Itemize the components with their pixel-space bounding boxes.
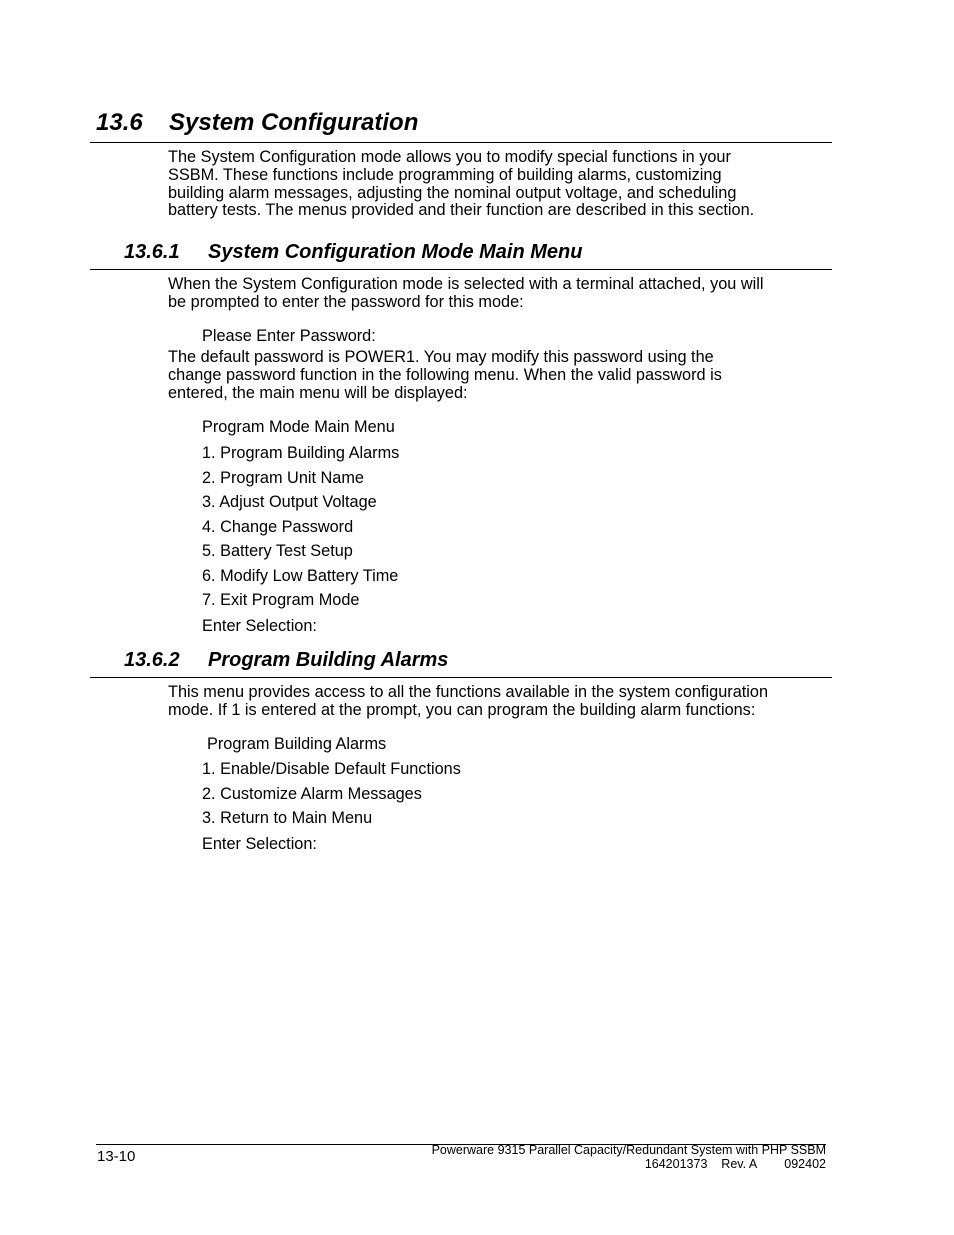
footer-doc-info: [432, 1143, 826, 1171]
menu-item: 1. Enable/Disable Default Functions: [202, 760, 461, 778]
menu-item: 3. Return to Main Menu: [202, 809, 373, 827]
footer-doc-ref: 164201373 Rev. A 092402: [644, 1157, 826, 1171]
password-prompt: Please Enter Password:: [202, 327, 376, 345]
menu-item: 6. Modify Low Battery Time: [202, 567, 399, 585]
subsection-rule-2: [90, 677, 832, 678]
menu-item: 4. Change Password: [202, 518, 354, 536]
subsection-rule-1: [90, 269, 832, 270]
subsection-title: Program Building Alarms: [208, 649, 449, 671]
footer-doc-title: Powerware 9315 Parallel Capacity/Redundant System with PHP SSBM: [431, 1143, 826, 1157]
subsection-title: System Configuration Mode Main Menu: [208, 241, 583, 263]
sub1-paragraph-1: When the System Configuration mode is selected with a terminal attached, you will be prompted to enter the password for this mode:: [168, 275, 764, 311]
section-rule: [90, 142, 832, 143]
enter-selection-prompt: Enter Selection:: [202, 835, 317, 853]
sub1-paragraph-2: The default password is POWER1. You may modify this password using the change password function in the following menu. When the valid password is entered, the main menu will be displayed:: [168, 348, 722, 402]
menu-item: 1. Program Building Alarms: [202, 444, 400, 462]
section-heading: [96, 106, 418, 140]
menu-item: 3. Adjust Output Voltage: [202, 493, 377, 511]
section-number: 13.6: [96, 109, 143, 136]
subsection-number: 13.6.2: [124, 649, 180, 671]
menu-item: 5. Battery Test Setup: [202, 542, 353, 560]
sub2-paragraph-1: This menu provides access to all the functions available in the system configuration mode. If 1 is entered at the prompt, you can program the building alarm functions:: [168, 683, 769, 719]
section-title: System Configuration: [169, 109, 419, 136]
subsection-number: 13.6.1: [124, 241, 180, 263]
page-number: 13-10: [97, 1148, 136, 1165]
enter-selection-prompt: Enter Selection:: [202, 617, 317, 635]
menu-item: 2. Program Unit Name: [202, 469, 364, 487]
section-intro: The System Configuration mode allows you to modify special functions in your SSBM. These functions include programming of building alarms, customizing building alarm messages, adjusting the nominal output voltage, and scheduling battery tests. The menus provided and their function are described in this section.: [168, 148, 755, 220]
subsection-heading-2: [124, 647, 448, 673]
building-alarms-menu-title: Program Building Alarms: [207, 735, 387, 753]
menu-item: 7. Exit Program Mode: [202, 591, 360, 609]
main-menu-title: Program Mode Main Menu: [202, 418, 395, 436]
subsection-heading-1: [124, 239, 582, 265]
menu-item: 2. Customize Alarm Messages: [202, 785, 422, 803]
